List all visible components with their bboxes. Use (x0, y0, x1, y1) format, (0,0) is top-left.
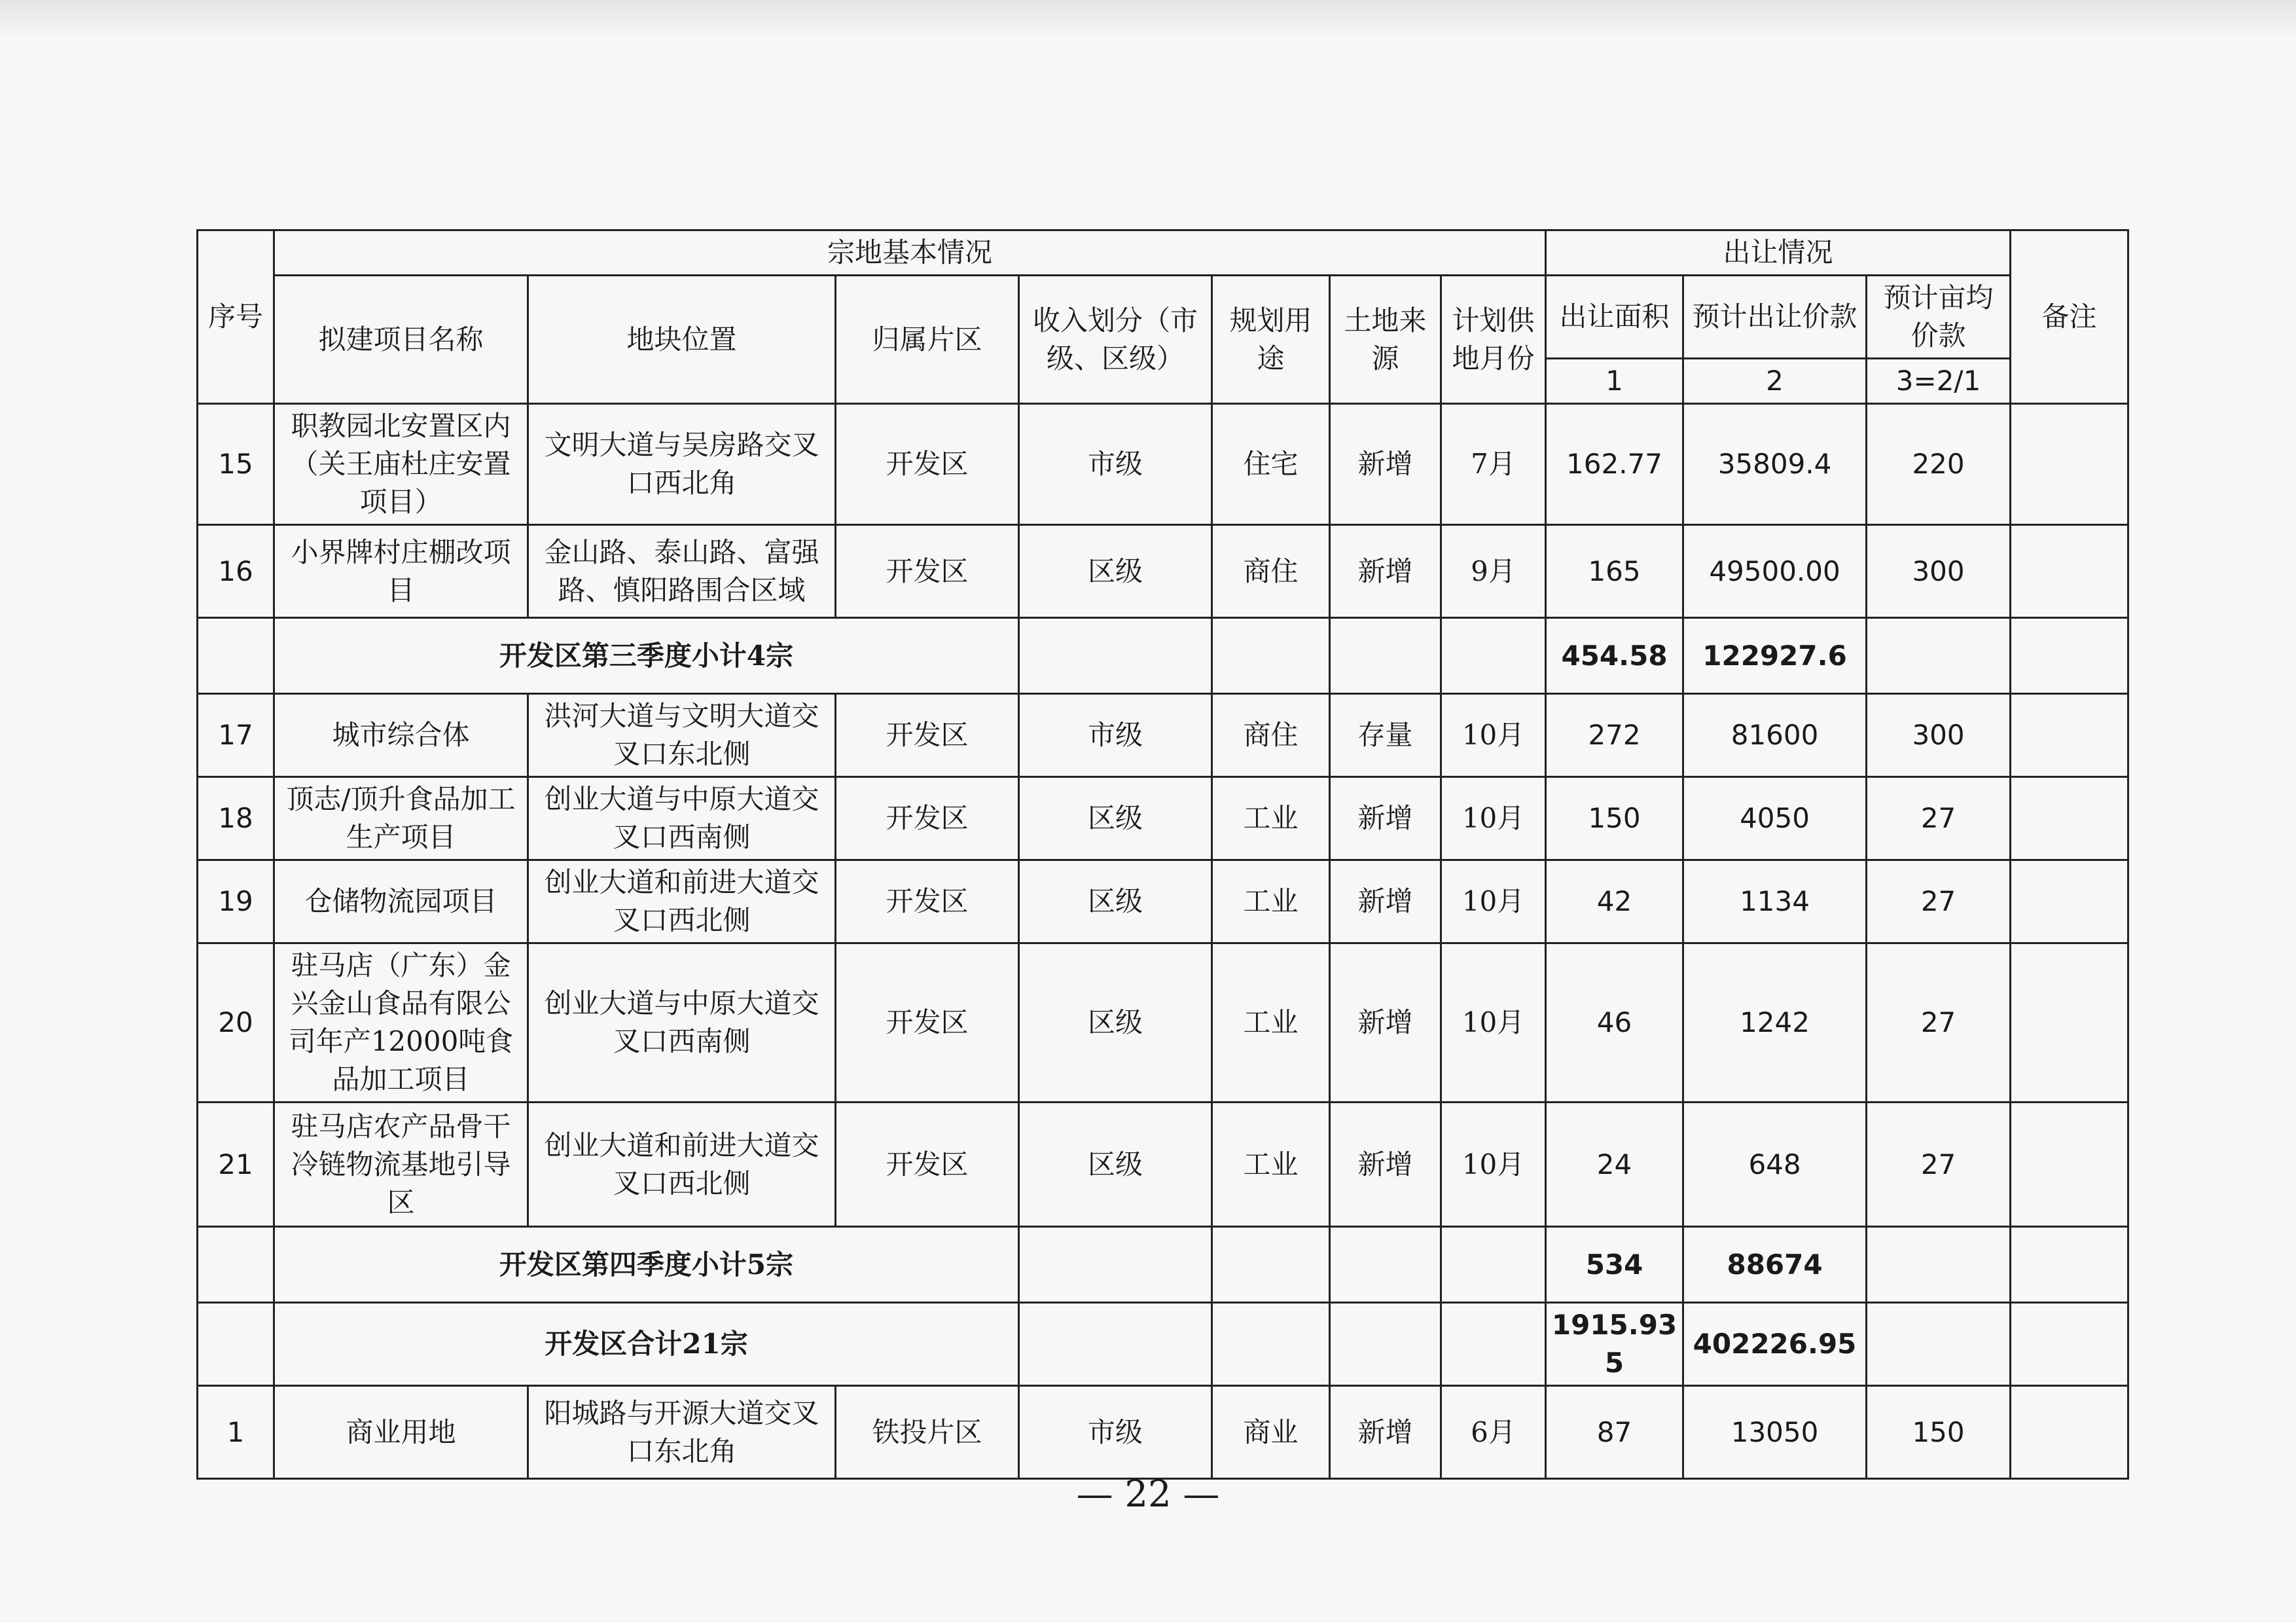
cell-remarks (2011, 943, 2128, 1103)
header-unit-price-index: 3=2/1 (1867, 359, 2011, 404)
cell-price: 1242 (1683, 943, 1867, 1103)
table-row (198, 1103, 2128, 1227)
subtotal-price: 88674 (1683, 1227, 1867, 1303)
cell-use: 工业 (1212, 777, 1330, 860)
cell-location: 文明大道与吴房路交叉口西北角 (528, 404, 836, 525)
cell-month: 10月 (1441, 777, 1546, 860)
cell-source: 新增 (1330, 777, 1441, 860)
cell-zone: 开发区 (836, 943, 1019, 1103)
cell-month: 9月 (1441, 525, 1546, 618)
cell-month (1441, 1227, 1546, 1303)
cell-unit-price: 27 (1867, 1103, 2011, 1227)
cell-source: 新增 (1330, 1103, 1441, 1227)
cell-price: 35809.4 (1683, 404, 1867, 525)
cell-remarks (2011, 618, 2128, 694)
table-row (198, 525, 2128, 618)
cell-use: 商住 (1212, 525, 1330, 618)
cell-remarks (2011, 1227, 2128, 1303)
cell-price: 49500.00 (1683, 525, 1867, 618)
cell-remarks (2011, 1303, 2128, 1386)
cell-revenue (1019, 618, 1212, 694)
subtotal-label: 开发区第四季度小计5宗 (274, 1227, 1019, 1303)
cell-price: 81600 (1683, 694, 1867, 777)
header-revenue: 收入划分（市级、区级） (1019, 276, 1212, 404)
header-remarks: 备注 (2011, 230, 2128, 404)
cell-seq (198, 1227, 274, 1303)
cell-month: 10月 (1441, 1103, 1546, 1227)
subtotal-price: 122927.6 (1683, 618, 1867, 694)
header-month: 计划供地月份 (1441, 276, 1546, 404)
cell-month (1441, 618, 1546, 694)
cell-remarks (2011, 1103, 2128, 1227)
cell-zone: 开发区 (836, 860, 1019, 943)
cell-use: 工业 (1212, 1103, 1330, 1227)
cell-use: 商业 (1212, 1386, 1330, 1479)
header-seq: 序号 (198, 230, 274, 404)
cell-project-name: 城市综合体 (274, 694, 528, 777)
cell-month: 10月 (1441, 860, 1546, 943)
cell-price: 1134 (1683, 860, 1867, 943)
header-group-basic: 宗地基本情况 (274, 230, 1546, 276)
cell-area: 162.77 (1546, 404, 1683, 525)
cell-unit-price: 300 (1867, 694, 2011, 777)
subtotal-row (198, 1303, 2128, 1386)
cell-area: 42 (1546, 860, 1683, 943)
cell-area: 24 (1546, 1103, 1683, 1227)
cell-unit-price (1867, 618, 2011, 694)
cell-unit-price: 27 (1867, 943, 2011, 1103)
header-location: 地块位置 (528, 276, 836, 404)
cell-area: 46 (1546, 943, 1683, 1103)
table-header (198, 230, 2128, 404)
cell-zone: 开发区 (836, 525, 1019, 618)
cell-remarks (2011, 525, 2128, 618)
cell-revenue: 市级 (1019, 404, 1212, 525)
cell-seq: 15 (198, 404, 274, 525)
cell-source: 新增 (1330, 404, 1441, 525)
cell-location: 创业大道与中原大道交叉口西南侧 (528, 777, 836, 860)
cell-revenue: 区级 (1019, 943, 1212, 1103)
cell-use (1212, 1303, 1330, 1386)
header-unit-price: 预计亩均价款 (1867, 276, 2011, 359)
table-row (198, 1386, 2128, 1479)
cell-zone: 开发区 (836, 404, 1019, 525)
cell-use (1212, 618, 1330, 694)
cell-remarks (2011, 404, 2128, 525)
cell-location: 创业大道和前进大道交叉口西北侧 (528, 860, 836, 943)
cell-source: 存量 (1330, 694, 1441, 777)
cell-source (1330, 618, 1441, 694)
header-area: 出让面积 (1546, 276, 1683, 359)
header-price-index: 2 (1683, 359, 1867, 404)
cell-source: 新增 (1330, 860, 1441, 943)
land-supply-table (196, 229, 2129, 1480)
subtotal-price: 402226.95 (1683, 1303, 1867, 1386)
table-row (198, 404, 2128, 525)
cell-zone: 开发区 (836, 777, 1019, 860)
cell-seq: 18 (198, 777, 274, 860)
cell-seq: 17 (198, 694, 274, 777)
cell-use: 工业 (1212, 860, 1330, 943)
header-price: 预计出让价款 (1683, 276, 1867, 359)
cell-location: 金山路、泰山路、富强路、慎阳路围合区域 (528, 525, 836, 618)
cell-revenue: 市级 (1019, 694, 1212, 777)
cell-source (1330, 1227, 1441, 1303)
cell-revenue: 区级 (1019, 1103, 1212, 1227)
cell-area: 165 (1546, 525, 1683, 618)
header-group-transfer: 出让情况 (1546, 230, 2011, 276)
subtotal-area: 534 (1546, 1227, 1683, 1303)
header-zone: 归属片区 (836, 276, 1019, 404)
cell-area: 87 (1546, 1386, 1683, 1479)
cell-location: 阳城路与开源大道交叉口东北角 (528, 1386, 836, 1479)
cell-seq: 1 (198, 1386, 274, 1479)
subtotal-area: 454.58 (1546, 618, 1683, 694)
table-row (198, 694, 2128, 777)
cell-month: 6月 (1441, 1386, 1546, 1479)
table-row (198, 860, 2128, 943)
cell-price: 4050 (1683, 777, 1867, 860)
scan-edge (0, 0, 2296, 39)
cell-month: 10月 (1441, 694, 1546, 777)
cell-unit-price: 27 (1867, 777, 2011, 860)
cell-use (1212, 1227, 1330, 1303)
cell-revenue: 区级 (1019, 525, 1212, 618)
subtotal-row (198, 1227, 2128, 1303)
cell-zone: 开发区 (836, 694, 1019, 777)
cell-location: 洪河大道与文明大道交叉口东北侧 (528, 694, 836, 777)
cell-source: 新增 (1330, 943, 1441, 1103)
table-body (198, 404, 2128, 1479)
cell-location: 创业大道和前进大道交叉口西北侧 (528, 1103, 836, 1227)
cell-location: 创业大道与中原大道交叉口西南侧 (528, 943, 836, 1103)
cell-area: 272 (1546, 694, 1683, 777)
cell-revenue (1019, 1227, 1212, 1303)
cell-use: 工业 (1212, 943, 1330, 1103)
cell-month (1441, 1303, 1546, 1386)
cell-unit-price (1867, 1303, 2011, 1386)
cell-use: 住宅 (1212, 404, 1330, 525)
cell-revenue: 市级 (1019, 1386, 1212, 1479)
cell-unit-price: 150 (1867, 1386, 2011, 1479)
cell-revenue: 区级 (1019, 860, 1212, 943)
cell-zone: 铁投片区 (836, 1386, 1019, 1479)
cell-unit-price: 27 (1867, 860, 2011, 943)
cell-project-name: 小界牌村庄棚改项目 (274, 525, 528, 618)
table-row (198, 777, 2128, 860)
cell-remarks (2011, 694, 2128, 777)
cell-seq: 20 (198, 943, 274, 1103)
cell-month: 10月 (1441, 943, 1546, 1103)
page-number: — 22 — (1076, 1473, 1220, 1516)
cell-month: 7月 (1441, 404, 1546, 525)
cell-revenue (1019, 1303, 1212, 1386)
cell-source: 新增 (1330, 1386, 1441, 1479)
subtotal-label: 开发区第三季度小计4宗 (274, 618, 1019, 694)
cell-source: 新增 (1330, 525, 1441, 618)
cell-seq: 19 (198, 860, 274, 943)
cell-project-name: 驻马店农产品骨干冷链物流基地引导区 (274, 1103, 528, 1227)
cell-remarks (2011, 777, 2128, 860)
cell-project-name: 仓储物流园项目 (274, 860, 528, 943)
cell-use: 商住 (1212, 694, 1330, 777)
header-source: 土地来源 (1330, 276, 1441, 404)
subtotal-row (198, 618, 2128, 694)
cell-unit-price (1867, 1227, 2011, 1303)
cell-seq: 16 (198, 525, 274, 618)
cell-remarks (2011, 1386, 2128, 1479)
cell-unit-price: 300 (1867, 525, 2011, 618)
cell-remarks (2011, 860, 2128, 943)
cell-unit-price: 220 (1867, 404, 2011, 525)
cell-seq (198, 618, 274, 694)
cell-project-name: 驻马店（广东）金兴金山食品有限公司年产12000吨食品加工项目 (274, 943, 528, 1103)
cell-project-name: 商业用地 (274, 1386, 528, 1479)
cell-area: 150 (1546, 777, 1683, 860)
cell-seq (198, 1303, 274, 1386)
cell-project-name: 顶志/顶升食品加工生产项目 (274, 777, 528, 860)
cell-zone: 开发区 (836, 1103, 1019, 1227)
cell-project-name: 职教园北安置区内（关王庙杜庄安置项目） (274, 404, 528, 525)
header-use: 规划用途 (1212, 276, 1330, 404)
subtotal-area: 1915.935 (1546, 1303, 1683, 1386)
cell-price: 648 (1683, 1103, 1867, 1227)
cell-price: 13050 (1683, 1386, 1867, 1479)
cell-seq: 21 (198, 1103, 274, 1227)
cell-revenue: 区级 (1019, 777, 1212, 860)
header-project-name: 拟建项目名称 (274, 276, 528, 404)
table-row (198, 943, 2128, 1103)
cell-source (1330, 1303, 1441, 1386)
subtotal-label: 开发区合计21宗 (274, 1303, 1019, 1386)
header-area-index: 1 (1546, 359, 1683, 404)
